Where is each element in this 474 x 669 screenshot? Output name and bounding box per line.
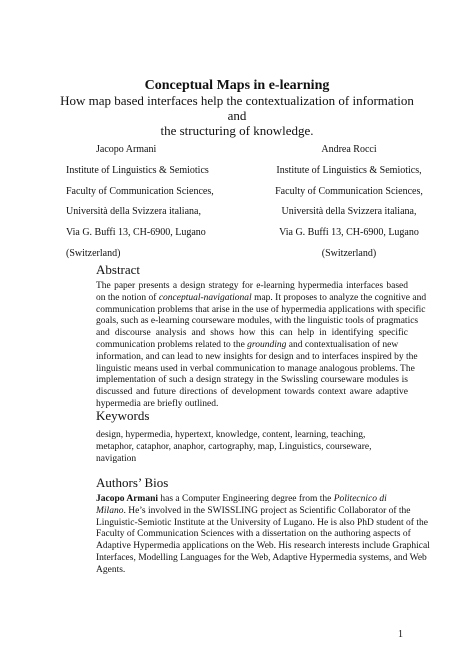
subtitle-line: How map based interfaces help the contextualization of information and	[60, 93, 414, 123]
abstract-line: The paper presents a design strategy for e-learning hypermedia interfaces based	[96, 281, 408, 291]
bio-author-name: Jacopo Armani	[96, 494, 159, 504]
abstract-line: information, and can lead to new insights for design and to interfaces inspired by the	[96, 351, 418, 362]
author-block-armani	[66, 140, 246, 265]
author-block-rocci	[251, 140, 447, 265]
bios-line-mixed	[96, 494, 408, 506]
author-name: Jacopo Armani	[96, 144, 157, 155]
bios-line: Agents.	[96, 564, 126, 575]
bios-line: Linguistic-Semiotic Institute at the University of Lugano. He is also PhD student of the	[96, 517, 428, 528]
bio-text: has a Computer Engineering degree from the	[160, 494, 332, 504]
author-affiliation-line: (Switzerland)	[66, 247, 121, 259]
keywords-line: metaphor, cataphor, anaphor, cartography, map, Linguistics, courseware,	[96, 441, 372, 452]
keywords-body	[96, 430, 386, 465]
abstract-line: implementation of such a design strategy in the Swissling courseware modules is	[96, 375, 408, 386]
abstract-line: communication problems that arise in the use of hypermedia applications with specific	[96, 304, 426, 315]
abstract-line: goals, such as e-learning courseware modules, with the linguistic tools of pragmatics	[96, 316, 419, 327]
keywords-line: navigation	[96, 453, 137, 464]
author-affiliation-line: Università della Svizzera italiana,	[281, 206, 417, 218]
keywords-heading: Keywords	[96, 408, 150, 423]
author-affiliation-line: Università della Svizzera italiana,	[66, 206, 201, 218]
author-name: Andrea Rocci	[321, 144, 377, 155]
author-affiliation-line: Institute of Linguistics & Semiotics,	[276, 164, 422, 176]
author-affiliation-line: Faculty of Communication Sciences,	[66, 185, 214, 197]
abstract-emphasis: conceptual-navigational	[158, 292, 252, 303]
bio-emphasis: Politecnico di	[333, 494, 387, 504]
bio-emphasis: Milano	[96, 505, 124, 516]
abstract-emphasis: grounding	[247, 339, 287, 350]
abstract-line-mixed	[96, 340, 408, 352]
abstract-line: and discourse analysis and shows how this can help in identifying specific	[96, 328, 408, 339]
abstract-line: hypermedia are briefly outlined.	[96, 398, 219, 409]
subtitle-line: the structuring of knowledge.	[160, 123, 314, 138]
author-affiliation-line: Faculty of Communication Sciences,	[275, 185, 423, 197]
abstract-body	[96, 281, 427, 411]
author-affiliation-line: Institute of Linguistics & Semiotics	[66, 164, 209, 176]
paper-title: Conceptual Maps in e-learning	[144, 78, 330, 93]
author-affiliation-line: (Switzerland)	[321, 247, 377, 259]
abstract-text: map. It proposes to analyze the cognitive and	[254, 292, 427, 303]
author-affiliation-line: Via G. Buffi 13, CH-6900, Lugano	[279, 227, 419, 239]
bio-text: . He’s involved in the SWISSLING project as Scientific Collaborator of the	[123, 505, 411, 516]
keywords-line: design, hypermedia, hypertext, knowledge, content, learning, teaching,	[96, 430, 366, 440]
abstract-text: communication problems related to the	[96, 339, 245, 350]
abstract-heading: Abstract	[96, 262, 141, 277]
page-number: 1	[398, 629, 403, 640]
paper-subtitle	[60, 93, 414, 138]
author-affiliation-line: Via G. Buffi 13, CH-6900, Lugano	[66, 227, 206, 239]
bios-body	[96, 494, 430, 577]
abstract-text: on the notion of	[96, 292, 157, 303]
abstract-line: discussed and future directions of development towards context aware adaptive	[96, 387, 408, 398]
bios-line: Adaptive Hypermedia applications on the Web. His research interests include Graphical	[96, 541, 430, 552]
abstract-text: and contextualisation of new	[288, 339, 399, 350]
abstract-line-mixed	[96, 292, 427, 305]
bios-heading: Authors’ Bios	[96, 475, 169, 490]
bios-line: Interfaces, Modelling Languages for the Web, Adaptive Hypermedia systems, and Web	[96, 552, 427, 563]
abstract-line: linguistic means used in verbal communication to manage analogous problems. The	[96, 363, 415, 374]
bios-line: Faculty of Communication Sciences with a dissertation on the authoring aspects of	[96, 529, 411, 540]
bios-line-mixed	[96, 505, 411, 518]
